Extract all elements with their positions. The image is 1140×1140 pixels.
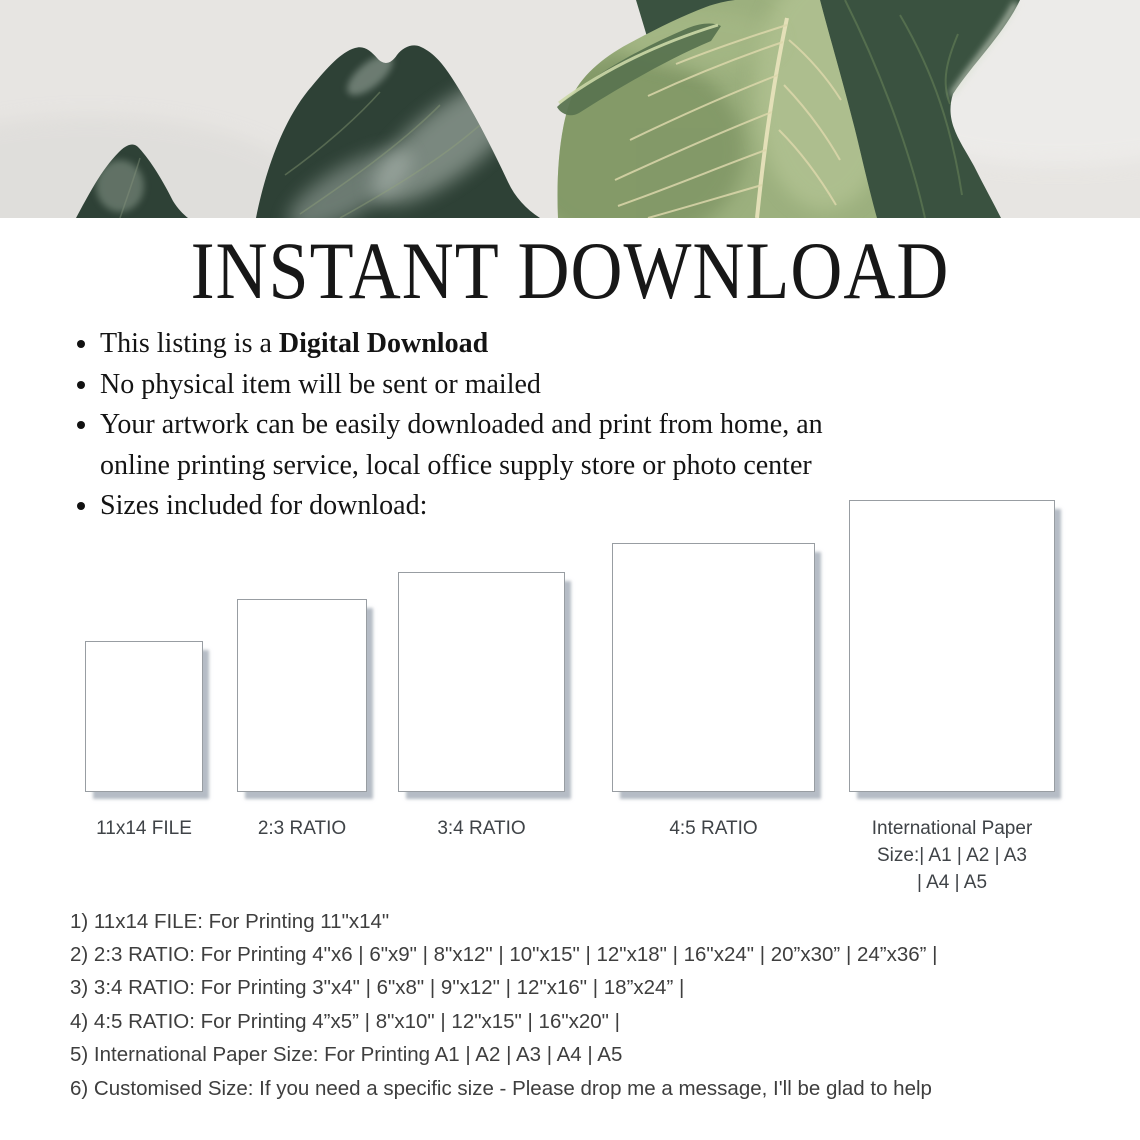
- page-title: INSTANT DOWNLOAD: [190, 225, 950, 317]
- size-detail-line-1: 1) 11x14 FILE: For Printing 11"x14": [70, 909, 390, 933]
- size-rect-international: [849, 500, 1055, 792]
- bullet-list: [75, 324, 1140, 527]
- bullet-text: This listing is a Digital Download: [100, 328, 489, 359]
- size-rect-11x14: [85, 641, 203, 792]
- size-label-2-3: 2:3 RATIO: [257, 817, 347, 839]
- size-label-11x14: 11x14 FILE: [96, 817, 192, 839]
- bullet-text: Sizes included for download:: [100, 490, 428, 521]
- bullet-dot: [77, 421, 85, 429]
- size-label-4-5: 4:5 RATIO: [669, 817, 758, 839]
- size-rect-2-3: [237, 599, 367, 792]
- size-detail-line-2: 2) 2:3 RATIO: For Printing 4"x6 | 6"x9" | 8"x12" | 10"x15" | 12"x18" | 16"x24" | 20”x30” | 24”x36” |: [70, 942, 938, 966]
- size-rect-3-4: [398, 572, 565, 792]
- bullet-text: Your artwork can be easily downloaded and print from home, an online printing service, local office supply store or photo center: [100, 409, 823, 481]
- size-detail-line-5: 5) International Paper Size: For Printing A1 | A2 | A3 | A4 | A5: [70, 1043, 623, 1067]
- size-detail-line-6: 6) Customised Size: If you need a specific size - Please drop me a message, I'll be glad to help: [70, 1076, 932, 1100]
- leaf-photo: [0, 0, 1140, 218]
- bullet-text: No physical item will be sent or mailed: [100, 368, 541, 400]
- size-rects-row: [0, 500, 1140, 792]
- size-label-international: International Paper Size:| A1 | A2 | A3 | A4 | A5: [871, 817, 1033, 893]
- bullet-dot: [77, 340, 85, 348]
- size-detail-line-3: 3) 3:4 RATIO: For Printing 3"x4" | 6"x8" | 9"x12" | 12"x16" | 18”x24” |: [70, 976, 685, 1000]
- size-labels-row: [0, 815, 1140, 896]
- size-details-list: [70, 905, 1140, 1105]
- bullet-dot: [77, 381, 85, 389]
- size-comparison: [0, 500, 1140, 896]
- bullet-item-no-physical: [75, 365, 1140, 406]
- size-detail-line-4: 4) 4:5 RATIO: For Printing 4”x5” | 8"x10" | 12"x15" | 16"x20" |: [70, 1009, 620, 1033]
- bullet-item-digital-download: [75, 324, 1140, 365]
- bullet-item-artwork: [75, 405, 1140, 486]
- size-rect-4-5: [612, 543, 815, 792]
- size-label-3-4: 3:4 RATIO: [437, 817, 526, 839]
